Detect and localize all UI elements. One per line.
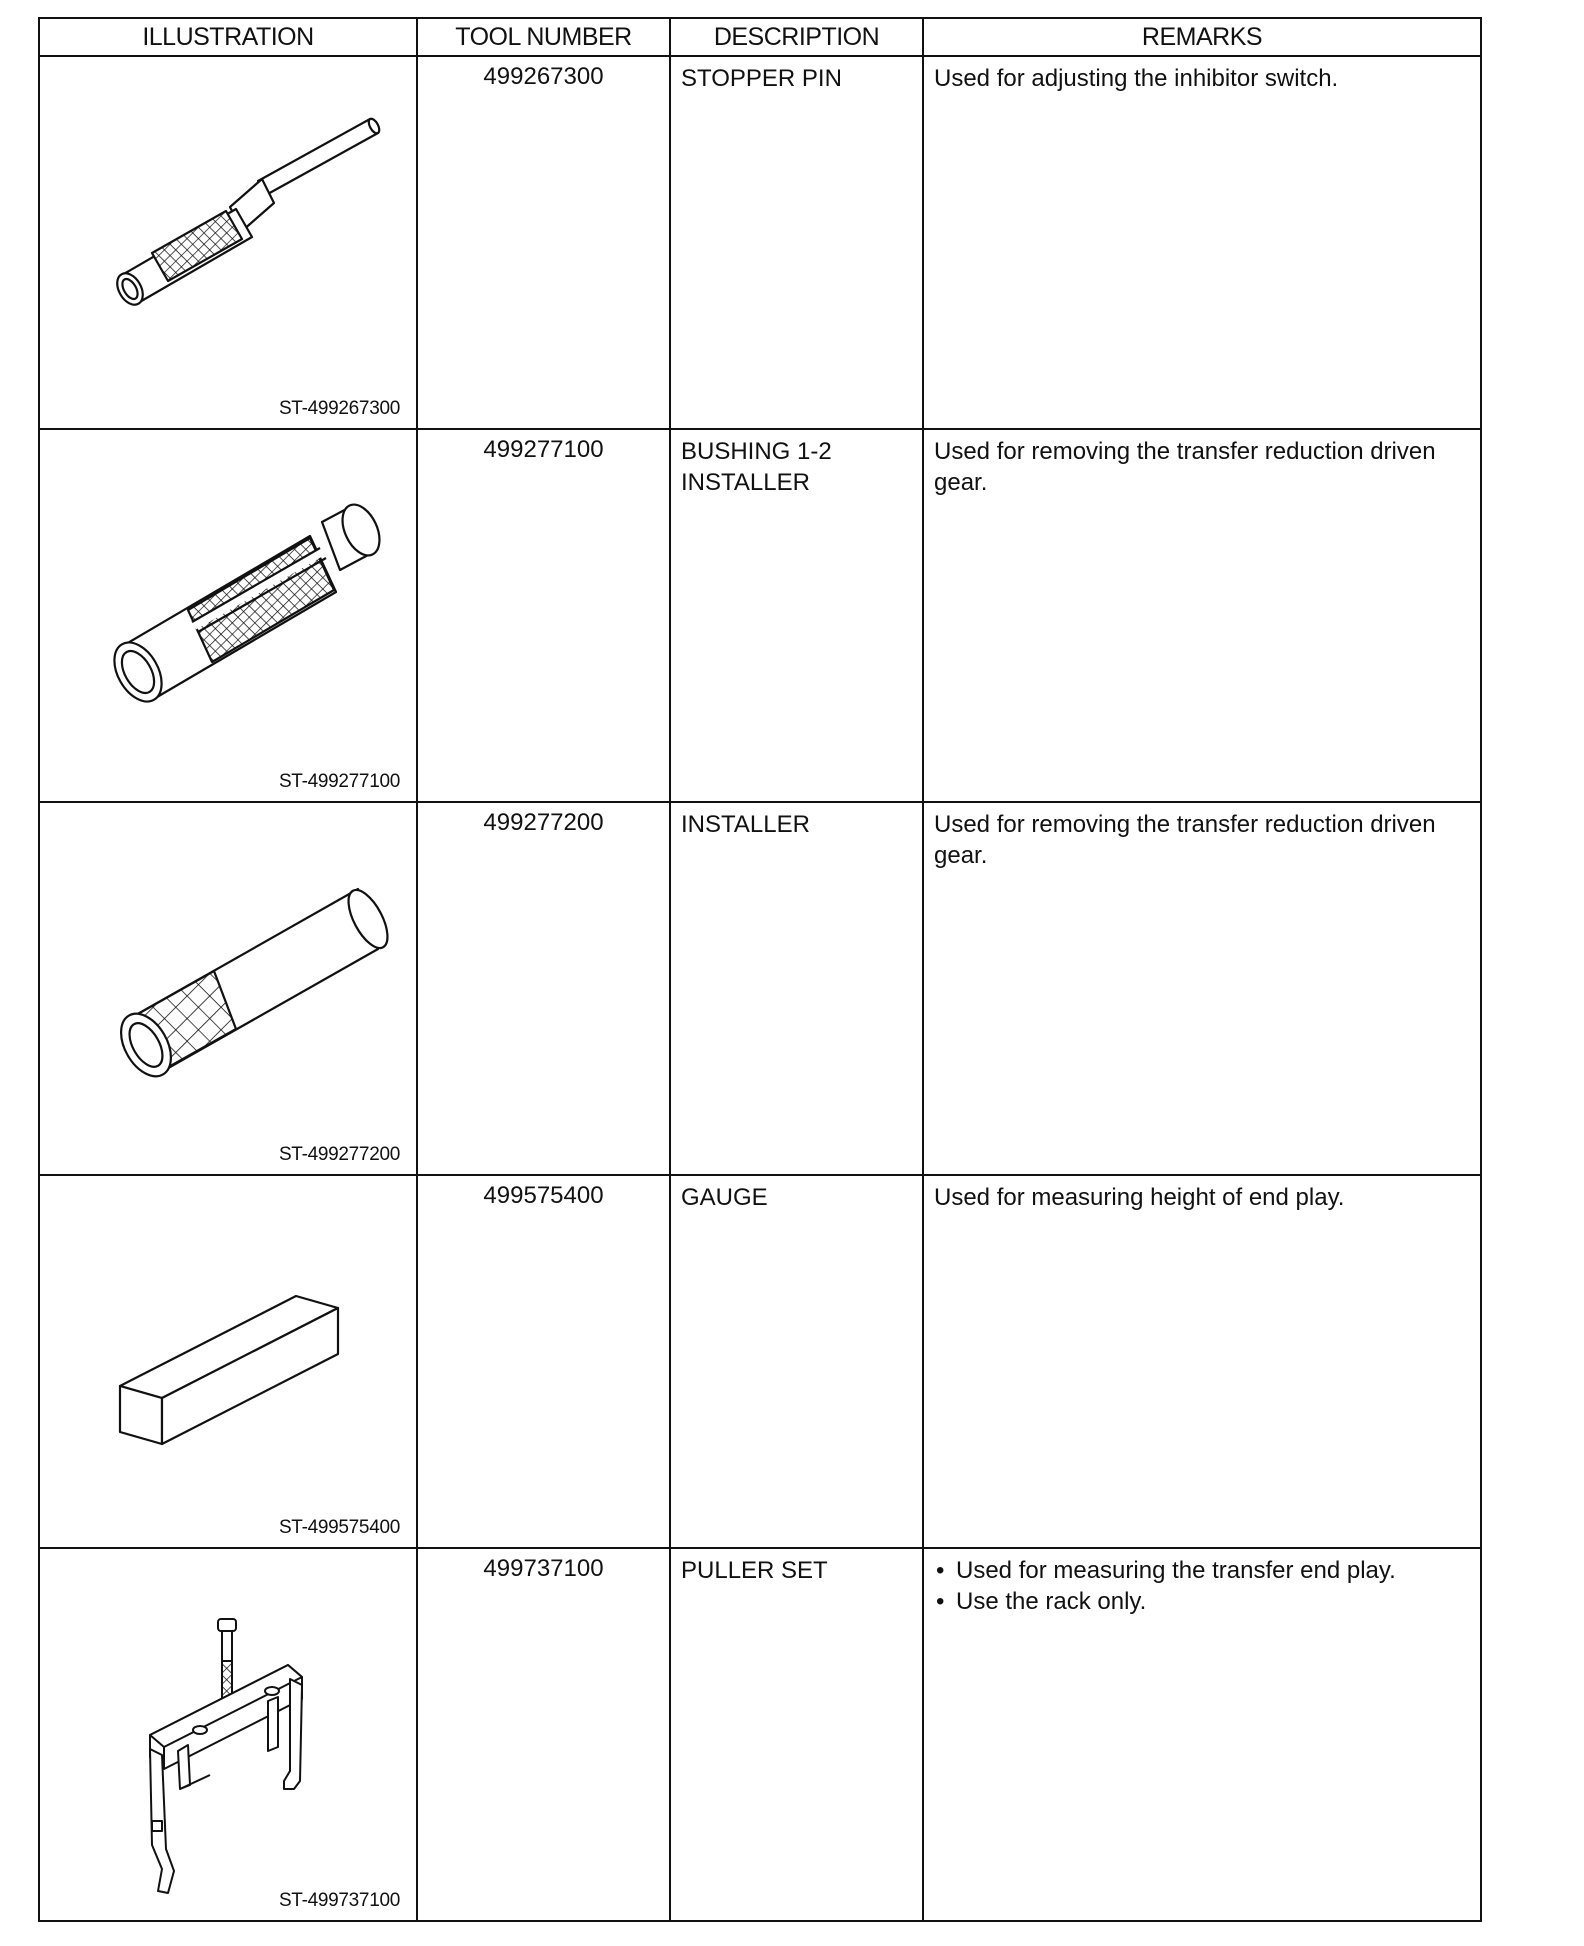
illustration-cell xyxy=(39,429,417,802)
tool-description: GAUGE xyxy=(670,1175,923,1548)
illustration-code: ST-499267300 xyxy=(278,398,400,419)
tool-description: STOPPER PIN xyxy=(670,56,923,429)
tool-remarks xyxy=(923,1548,1481,1921)
illustration-code: ST-499737100 xyxy=(278,1890,400,1911)
remarks-list xyxy=(934,1555,1470,1617)
bushing-installer-icon xyxy=(40,430,418,795)
list-item: • Use the rack only. xyxy=(934,1586,1470,1617)
table-row xyxy=(39,1548,1481,1921)
gauge-block-icon xyxy=(40,1176,418,1541)
list-item: • Used for measuring the transfer end play. xyxy=(934,1555,1470,1586)
tool-remarks: Used for removing the transfer reduction driven gear. xyxy=(923,802,1481,1175)
header-remarks: REMARKS xyxy=(923,18,1481,56)
header-illustration: ILLUSTRATION xyxy=(39,18,417,56)
tool-number: 499575400 xyxy=(417,1175,670,1548)
tool-remarks: Used for adjusting the inhibitor switch. xyxy=(923,56,1481,429)
installer-icon xyxy=(40,803,418,1168)
stopper-pin-icon xyxy=(40,57,418,422)
tool-number: 499267300 xyxy=(417,56,670,429)
illustration-cell xyxy=(39,1175,417,1548)
header-description: DESCRIPTION xyxy=(670,18,923,56)
illustration-cell xyxy=(39,1548,417,1921)
table-row xyxy=(39,802,1481,1175)
illustration-cell xyxy=(39,802,417,1175)
tool-description: INSTALLER xyxy=(670,802,923,1175)
illustration-cell xyxy=(39,56,417,429)
illustration-code: ST-499277200 xyxy=(278,1144,400,1165)
special-tools-table xyxy=(38,17,1482,1922)
tool-remarks: Used for measuring height of end play. xyxy=(923,1175,1481,1548)
illustration-code: ST-499575400 xyxy=(278,1517,400,1538)
tool-number: 499277100 xyxy=(417,429,670,802)
tool-number: 499737100 xyxy=(417,1548,670,1921)
tool-description: PULLER SET xyxy=(670,1548,923,1921)
tool-description: BUSHING 1-2 INSTALLER xyxy=(670,429,923,802)
tool-number: 499277200 xyxy=(417,802,670,1175)
illustration-code: ST-499277100 xyxy=(278,771,400,792)
table-row xyxy=(39,56,1481,429)
table-row xyxy=(39,429,1481,802)
table-row xyxy=(39,1175,1481,1548)
table-header-row xyxy=(39,18,1481,56)
puller-set-icon xyxy=(40,1549,418,1914)
tool-remarks: Used for removing the transfer reduction driven gear. xyxy=(923,429,1481,802)
header-tool-number: TOOL NUMBER xyxy=(417,18,670,56)
